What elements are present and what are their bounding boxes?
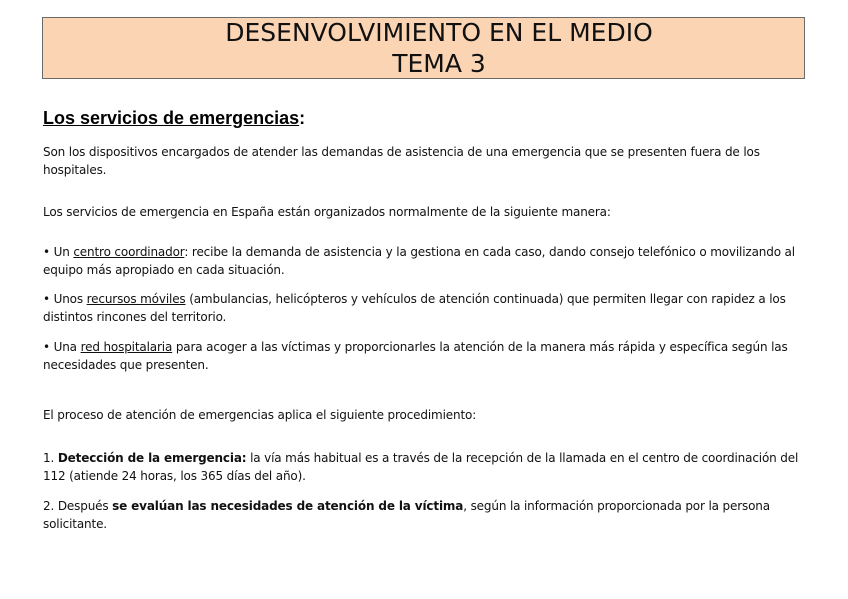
bullet-prefix: • Unos: [43, 292, 87, 306]
bullet-item: [43, 338, 818, 374]
document-title: DESENVOLVIMIENTO EN EL MEDIO: [225, 18, 653, 47]
procedure-intro: El proceso de atención de emergencias aplica el siguiente procedimiento:: [43, 408, 477, 422]
title-banner: [42, 17, 805, 79]
bullet-term: recursos móviles: [86, 292, 186, 306]
bullet-prefix: • Una: [43, 340, 81, 354]
section-heading-colon: :: [299, 108, 306, 128]
step-bold-text: Detección de la emergencia:: [57, 451, 247, 465]
bullet-term: centro coordinador: [73, 245, 185, 259]
bullet-text: para acoger a las víctimas y proporcionarles la atención de la manera más rápida y específica según las necesidades que presenten.: [43, 340, 788, 372]
section-heading-text: Los servicios de emergencias: [43, 108, 300, 128]
section-heading: [43, 107, 305, 129]
document-subtitle: TEMA 3: [392, 49, 486, 78]
bullet-prefix: • Un: [43, 245, 74, 259]
step-text: la vía más habitual es a través de la recepción de la llamada en el centro de coordinación del 112 (atiende 24 horas, los 365 días del año).: [43, 451, 799, 483]
bullet-item: [43, 243, 818, 279]
bullet-term: red hospitalaria: [80, 340, 173, 354]
intro-paragraph: Son los dispositivos encargados de atender las demandas de asistencia de una emergencia que se presenten fuera de los hospitales.: [43, 145, 760, 177]
bullet-item: [43, 290, 818, 326]
bullet-text: (ambulancias, helicópteros y vehículos de atención continuada) que permiten llegar con rapidez a los distintos rincones del territorio.: [43, 292, 786, 324]
organization-intro: Los servicios de emergencia en España están organizados normalmente de la siguiente manera:: [43, 205, 611, 219]
procedure-step: [43, 449, 818, 485]
step-prefix: 2. Después: [43, 499, 113, 513]
bullet-text: : recibe la demanda de asistencia y la gestiona en cada caso, dando consejo telefónico o movilizando al equipo más apropiado en cada situación.: [43, 245, 795, 277]
step-text: , según la información proporcionada por la persona solicitante.: [43, 499, 770, 531]
step-bold-text: se evalúan las necesidades de atención de la víctima: [112, 499, 464, 513]
step-prefix: 1.: [43, 451, 58, 465]
procedure-step: [43, 497, 818, 533]
